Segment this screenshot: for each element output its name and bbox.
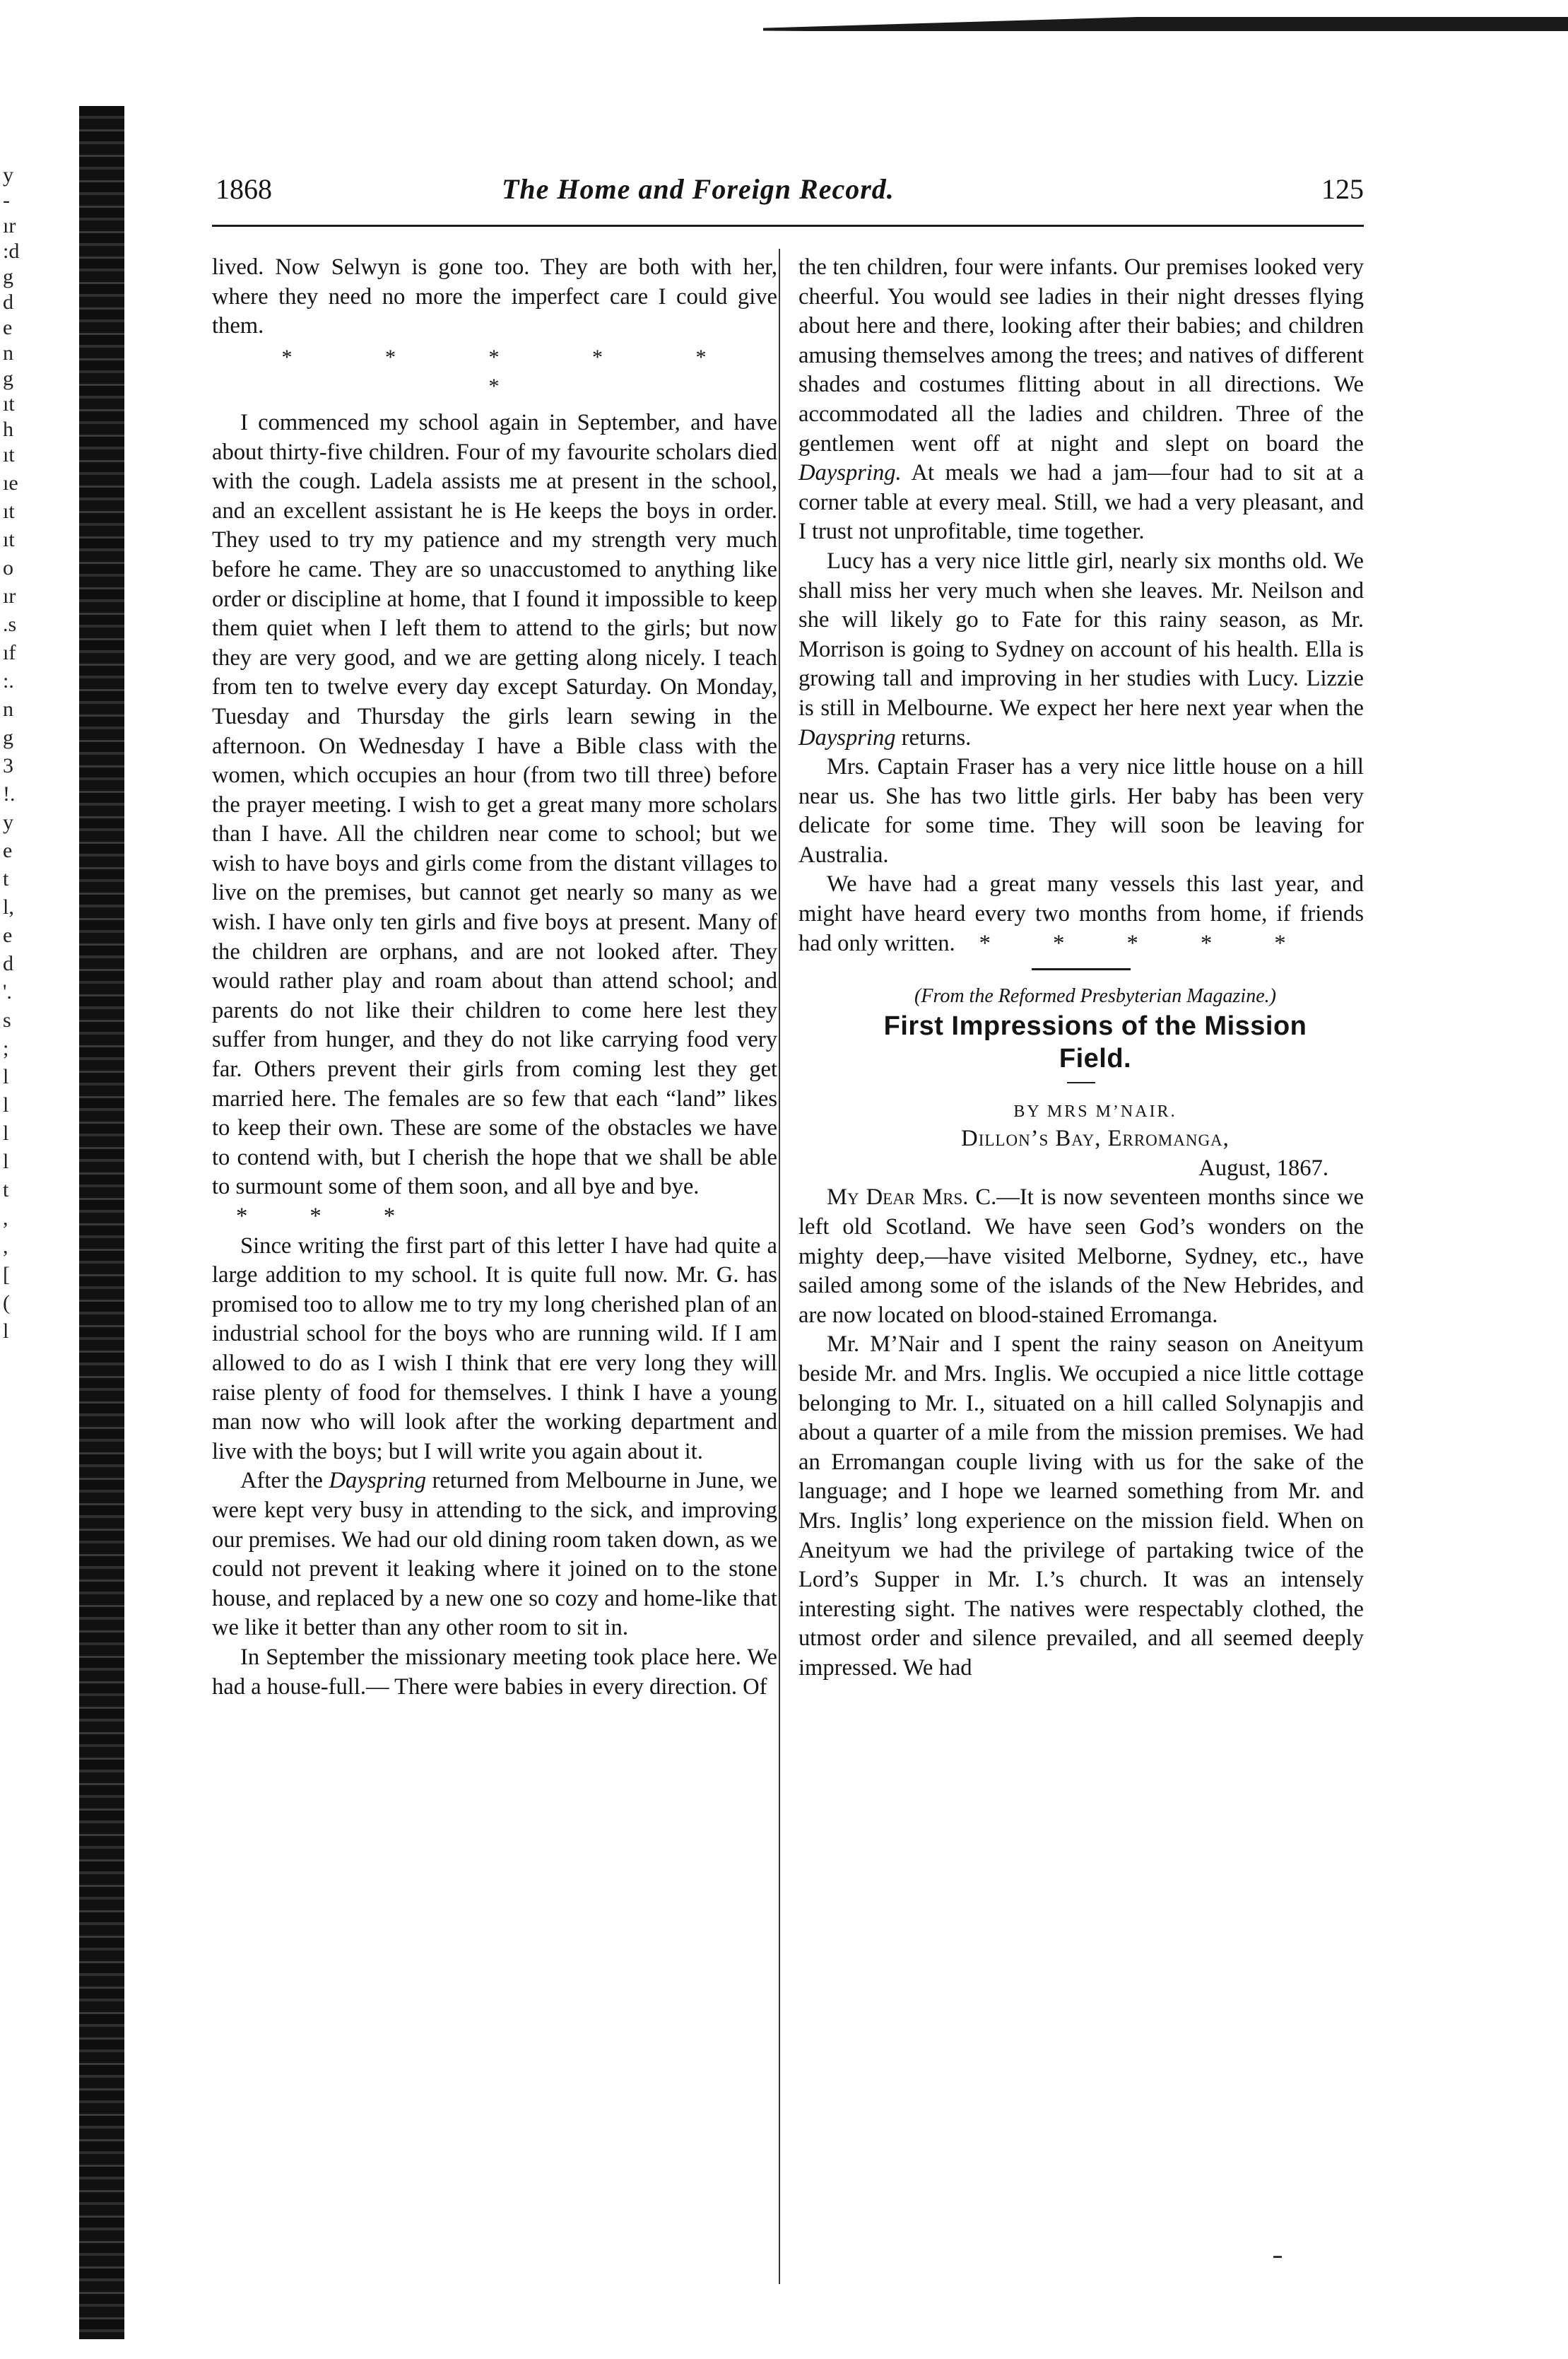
ship-name: Dayspring. (798, 460, 902, 486)
ship-name: Dayspring (798, 724, 896, 751)
margin-fragment: .s (3, 613, 17, 636)
margin-fragment: e (3, 316, 13, 339)
margin-fragment: g (3, 265, 13, 288)
stray-mark (1273, 2256, 1282, 2258)
text: returned from Melbourne in June, we were kept very busy in attending to the sick, and improving our premises. We had our old dining room taken down, as we could not prevent it leaking where it joined on to the stone house, and replaced by a new one so cozy and home-like that we like it better than any other room to sit in. (212, 1468, 777, 1641)
column-divider (779, 249, 780, 2284)
text: Lucy has a very nice little girl, nearly six months old. We shall miss her very much when she leaves. Mr. Neilson and she will likely go to Fate for this rainy season, as Mr. Morrison is going to Sydney on account of his health. Ella is growing tall and improving in her studies with Lucy. Lizzie is still in Melbourne. We expect her here next year when the (798, 548, 1364, 721)
margin-fragment: l (3, 1150, 9, 1173)
margin-fragment: ıt (3, 528, 15, 551)
margin-fragment: h (3, 418, 13, 441)
margin-fragment: ır (3, 214, 16, 237)
section-break-asterisks: * * * * * * (281, 345, 750, 399)
section-break-asterisks: * * * (236, 1204, 424, 1229)
margin-fragment: ıe (3, 471, 18, 495)
margin-fragment: y (3, 811, 13, 834)
title-rule (1067, 1082, 1095, 1083)
running-head (216, 168, 1364, 218)
byline: BY MRS M’NAIR. (1013, 1102, 1177, 1122)
header-rule (212, 225, 1364, 227)
source-note: (From the Reformed Presbyterian Magazine.) (914, 985, 1276, 1008)
article-title-line-1: First Impressions of the Mission (883, 1011, 1307, 1042)
paragraph (212, 1466, 777, 1643)
article-separator-rule (1032, 968, 1131, 970)
dateline-date: August, 1867. (1198, 1155, 1328, 1181)
paragraph (798, 547, 1364, 753)
binding-gutter-shadow (79, 106, 124, 2339)
margin-fragment: ıt (3, 443, 15, 466)
margin-fragment: l, (3, 895, 14, 919)
margin-fragment: ıt (3, 500, 15, 523)
paragraph: In September the missionary meeting took place here. We had a house-full.— There were babies in every direction. Of (212, 1644, 777, 1700)
paragraph (798, 870, 1364, 958)
margin-fragment: e (3, 839, 13, 862)
running-head-year: 1868 (216, 173, 272, 205)
dateline-place: Dillon’s Bay, Erromanga, (961, 1126, 1230, 1152)
paragraph: I commenced my school again in September, and have about thirty-five children. Four of my favourite scholars died with the cough. Ladela assists me at present in the school, and an excellent assistant he is He keeps the boys in order. They used to try my patience and my strength very much before he came. They are so unaccustomed to anything like order or discipline at home, that I found it impossible to keep them quiet when I left them to attend to the girls; but now they are very good, and we are getting along nicely. I teach from ten to twelve every day except Saturday. On Monday, Tuesday and Thursday the girls learn sewing in the afternoon. On Wednesday I have a Bible class with the women, which occupies an hour (from two till three) before the prayer meeting. I wish to get a great many more scholars than I have. All the children near come to school; but we wish to have boys and girls come from the distant villages to live on the premises, but cannot get nearly so many as we wish. I have only ten girls and five boys at present. Many of the children are orphans, and are not looked after. They would rather play and roam about than attend school; and parents do not like their children to come here lest they suffer from hunger, and they do not like carrying food very far. Others prevent their girls from coming lest they get married here. The females are so few that each “land” likes to keep their own. These are some of the obstacles we have to contend with, but I cherish the hope that we shall be able to surmount some of them soon, and all bye and bye. (212, 409, 777, 1200)
margin-fragment: g (3, 367, 13, 390)
section-break-asterisks: * * * * * (979, 930, 1314, 956)
text: the ten children, four were infants. Our premises looked very cheerful. You would see ladies in their night dresses flying about here and there, looking after their babies; and children amusing themselves among the trees; and natives of different shades and costumes flitting about in all directions. We accommodated all the ladies and children. Three of the gentlemen went off at night and slept on board the (798, 254, 1364, 457)
text: —It is now seventeen months since we left old Scotland. We have seen God’s wonders on the mighty deep,—have visited Melborne, Sydney, etc., have sailed among some of the islands of the New Hebrides, and are now located on blood-stained Erromanga. (798, 1184, 1364, 1328)
ship-name: Dayspring (329, 1468, 427, 1494)
margin-fragment: l (3, 1319, 9, 1343)
margin-fragment: ır (3, 584, 16, 608)
scan-edge-shadow (763, 4, 1568, 38)
margin-fragment: , (3, 1235, 8, 1258)
margin-fragment: l (3, 1122, 9, 1145)
margin-fragment: e (3, 924, 13, 947)
margin-fragment: d (3, 290, 13, 314)
margin-fragment: :. (3, 669, 14, 693)
margin-fragment: l (3, 1065, 9, 1088)
article-title-line-2: Field. (1059, 1044, 1132, 1074)
margin-fragment: !. (3, 782, 16, 806)
margin-fragment: n (3, 341, 13, 365)
margin-fragment: '. (3, 980, 12, 1004)
paragraph: Mr. M’Nair and I spent the rainy season on Aneityum beside Mr. and Mrs. Inglis. We occupied a nice little cottage belonging to Mr. I., situated on a hill called Solynapjis and about a quarter of a mile from the mission premises. We had an Erromangan couple living with us for the sake of the language; and I hope we learned something from Mr. and Mrs. Inglis’ long experience on the mission field. When on Aneityum we had the privilege of partaking twice of the Lord’s Supper in Mr. I.’s church. It was an intensely interesting sight. The natives were respectably clothed, the utmost order and silence prevailed, and all seemed deeply impressed. We had (798, 1331, 1364, 1681)
margin-fragment: ıt (3, 392, 15, 416)
margin-fragment: d (3, 952, 13, 975)
margin-fragment: s (3, 1008, 11, 1032)
left-column (212, 253, 777, 1702)
margin-fragment: g (3, 726, 13, 749)
margin-fragment: y (3, 163, 13, 187)
margin-fragment: 3 (3, 754, 13, 777)
margin-fragment: , (3, 1206, 8, 1230)
text: At meals we had a jam—four had to sit at a corner table at every meal. Still, we had a very pleasant, and I trust not unprofitable, time together. (798, 460, 1364, 545)
margin-fragment: l (3, 1093, 9, 1117)
margin-fragment: n (3, 698, 13, 721)
running-head-title: The Home and Foreign Record. (502, 173, 895, 205)
margin-fragment: :d (3, 240, 20, 263)
text: After the (240, 1468, 329, 1494)
paragraph: Mrs. Captain Fraser has a very nice little house on a hill near us. She has two little girls. Her baby has been very delicate for some time. They will soon be leaving for Australia. (798, 754, 1364, 868)
margin-fragment: ( (3, 1291, 10, 1314)
margin-fragment: t (3, 867, 9, 890)
margin-fragment: t (3, 1178, 9, 1201)
paragraph: lived. Now Selwyn is gone too. They are both with her, where they need no more the imperfect care I could give them. (212, 254, 777, 339)
margin-fragment: - (3, 189, 10, 212)
page-number: 125 (1321, 173, 1364, 205)
margin-fragment: ıf (3, 641, 16, 664)
margin-fragment: [ (3, 1263, 10, 1286)
right-column (798, 253, 1364, 1683)
paragraph (798, 253, 1364, 547)
adjacent-page-text-fragments (3, 163, 59, 1347)
paragraph: Since writing the first part of this letter I have had quite a large addition to my school. It is quite full now. Mr. G. has promised too to allow me to try my long cherished plan of an industrial school for the boys who are running wild. If I am allowed to do as I wish I think that ere very long they will raise plenty of food for themselves. I think I have a young man now who will look after the working department and live with the boys; but I will write you again about it. (212, 1233, 777, 1464)
margin-fragment: ; (3, 1037, 9, 1060)
text: returns. (895, 724, 972, 751)
margin-fragment: o (3, 556, 13, 580)
salutation: My Dear Mrs. C. (827, 1184, 997, 1211)
paragraph (798, 1183, 1364, 1330)
text: We have had a great many vessels this last year, and might have heard every two months from home, if friends had only written. (798, 871, 1364, 956)
